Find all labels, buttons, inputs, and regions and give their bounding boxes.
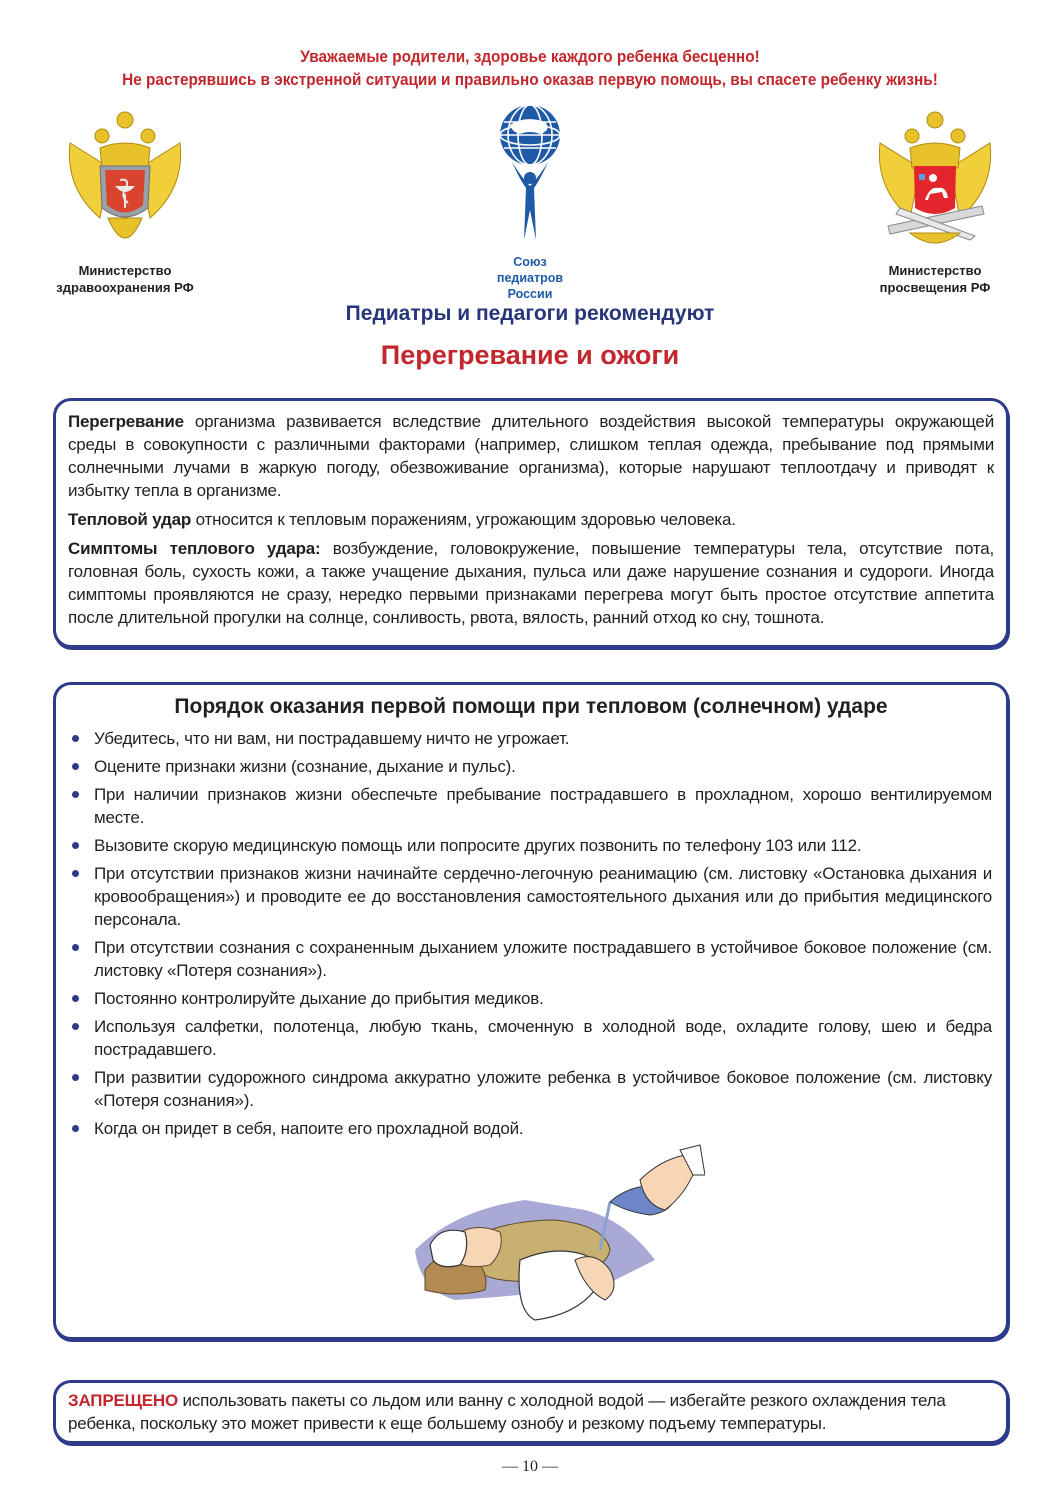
bullet-icon [72,735,79,742]
logo-center-line-3: России [507,287,553,301]
first-aid-steps [70,727,992,1140]
first-aid-heading: Порядок оказания первой помощи при тепловом (солнечном) ударе [174,695,888,718]
header-message [37,46,1023,92]
warning-keyword: ЗАПРЕЩЕНО [68,1391,178,1410]
warning-text [68,1389,994,1435]
first-aid-step: При наличии признаков жизни обеспечьте пребывание пострадавшего в прохладном, хорошо вентилируемом месте. [70,783,992,829]
logo-right-line-2: просвещения РФ [879,280,991,295]
bullet-icon [72,763,79,770]
overheating-text: организма развивается вследствие длительного воздействия высокой температуры окружающей среды в совокупности с различными факторами (например, слишком теплая одежда, пребывание под прямыми солнечными лучами в жаркую погоду, обезвоживание организма), которые нарушают теплоотдачу и приводят к избытку тепла в организме. [68,412,994,500]
logo-left-line-2: здравоохранения РФ [56,280,194,295]
overheating-term: Перегревание [68,412,184,431]
heatstroke-term: Тепловой удар [68,510,192,529]
bullet-icon [72,791,79,798]
logo-ministry-health [40,108,210,296]
logo-right-line-1: Министерство [888,263,982,278]
heatstroke-text: относится к тепловым поражениям, угрожающим здоровью человека. [191,510,736,529]
bullet-icon [72,1074,79,1081]
overheating-paragraph [68,410,994,502]
bullet-icon [72,944,79,951]
coat-of-arms-health-icon [60,108,190,258]
first-aid-step: Оцените признаки жизни (сознание, дыхание и пульс). [70,755,992,778]
first-aid-step: При отсутствии признаков жизни начинайте сердечно-легочную реанимацию (см. листовку «Остановка дыхания и кровообращения») и проводите ее до восстановления самостоятельного дыхания или до прибытия медицинского персонала. [70,862,992,931]
bullet-icon [72,842,79,849]
first-aid-step: Убедитесь, что ни вам, ни пострадавшему ничто не угрожает. [70,727,992,750]
header-line-2: Не растерявшись в экстренной ситуации и правильно оказав первую помощь, вы спасете ребенку жизнь! [122,71,938,89]
first-aid-step: При развитии судорожного синдрома аккуратно уложите ребенка в устойчивое боковое положение (см. листовку «Потеря сознания»). [70,1066,992,1112]
logo-ministry-education [850,108,1020,296]
coat-of-arms-education-icon [870,108,1000,258]
bullet-icon [72,1125,79,1132]
logo-left-line-1: Министерство [78,263,172,278]
subtitle: Педиатры и педагоги рекомендуют [345,302,715,325]
first-aid-step: Когда он придет в себя, напоите его прохладной водой. [70,1117,992,1140]
child-cooling-illustration [395,1140,705,1330]
logo-center-line-2: педиатров [496,271,564,285]
warning-body: использовать пакеты со льдом или ванну с холодной водой — избегайте резкого охлаждения тела ребенка, поскольку это может привести к еще большему ознобу и резкому подъему температуры. [68,1391,946,1433]
header-line-1: Уважаемые родители, здоровье каждого ребенка бесценно! [300,48,760,66]
page-number: — 10 — [502,1458,558,1475]
warning-box [53,1380,1009,1444]
globe-figure-icon [490,100,570,250]
first-aid-step: Постоянно контролируйте дыхание до прибытия медиков. [70,987,992,1010]
illustration-icon [395,1140,705,1330]
logo-center-line-1: Союз [513,255,547,269]
heatstroke-paragraph [68,508,994,531]
first-aid-step: Используя салфетки, полотенца, любую ткань, смоченную в холодной воде, охладите голову, шею и бедра пострадавшего. [70,1015,992,1061]
first-aid-step: Вызовите скорую медицинскую помощь или попросите других позвонить по телефону 103 или 112. [70,834,992,857]
first-aid-step: При отсутствии сознания с сохраненным дыханием уложите пострадавшего в устойчивое боковое положение (см. листовку «Потеря сознания»). [70,936,992,982]
bullet-icon [72,1023,79,1030]
symptoms-paragraph [68,537,994,629]
info-box [53,398,1009,648]
symptoms-term: Симптомы теплового удара: [68,539,321,558]
symptoms-text: возбуждение, головокружение, повышение температуры тела, отсутствие пота, головная боль, сухость кожи, а также учащение дыхания, пульса или даже нарушение сознания и судороги. Иногда симптомы проявляются не сразу, нередко первыми признаками перегрева могут быть простое отсутствие аппетита после длительной прогулки на солнце, сонливость, рвота, вялость, ранний отход ко сну, тошнота. [68,539,994,627]
bullet-icon [72,870,79,877]
bullet-icon [72,995,79,1002]
page-title: Перегревание и ожоги [380,340,680,370]
logo-union-pediatricians [470,100,590,302]
